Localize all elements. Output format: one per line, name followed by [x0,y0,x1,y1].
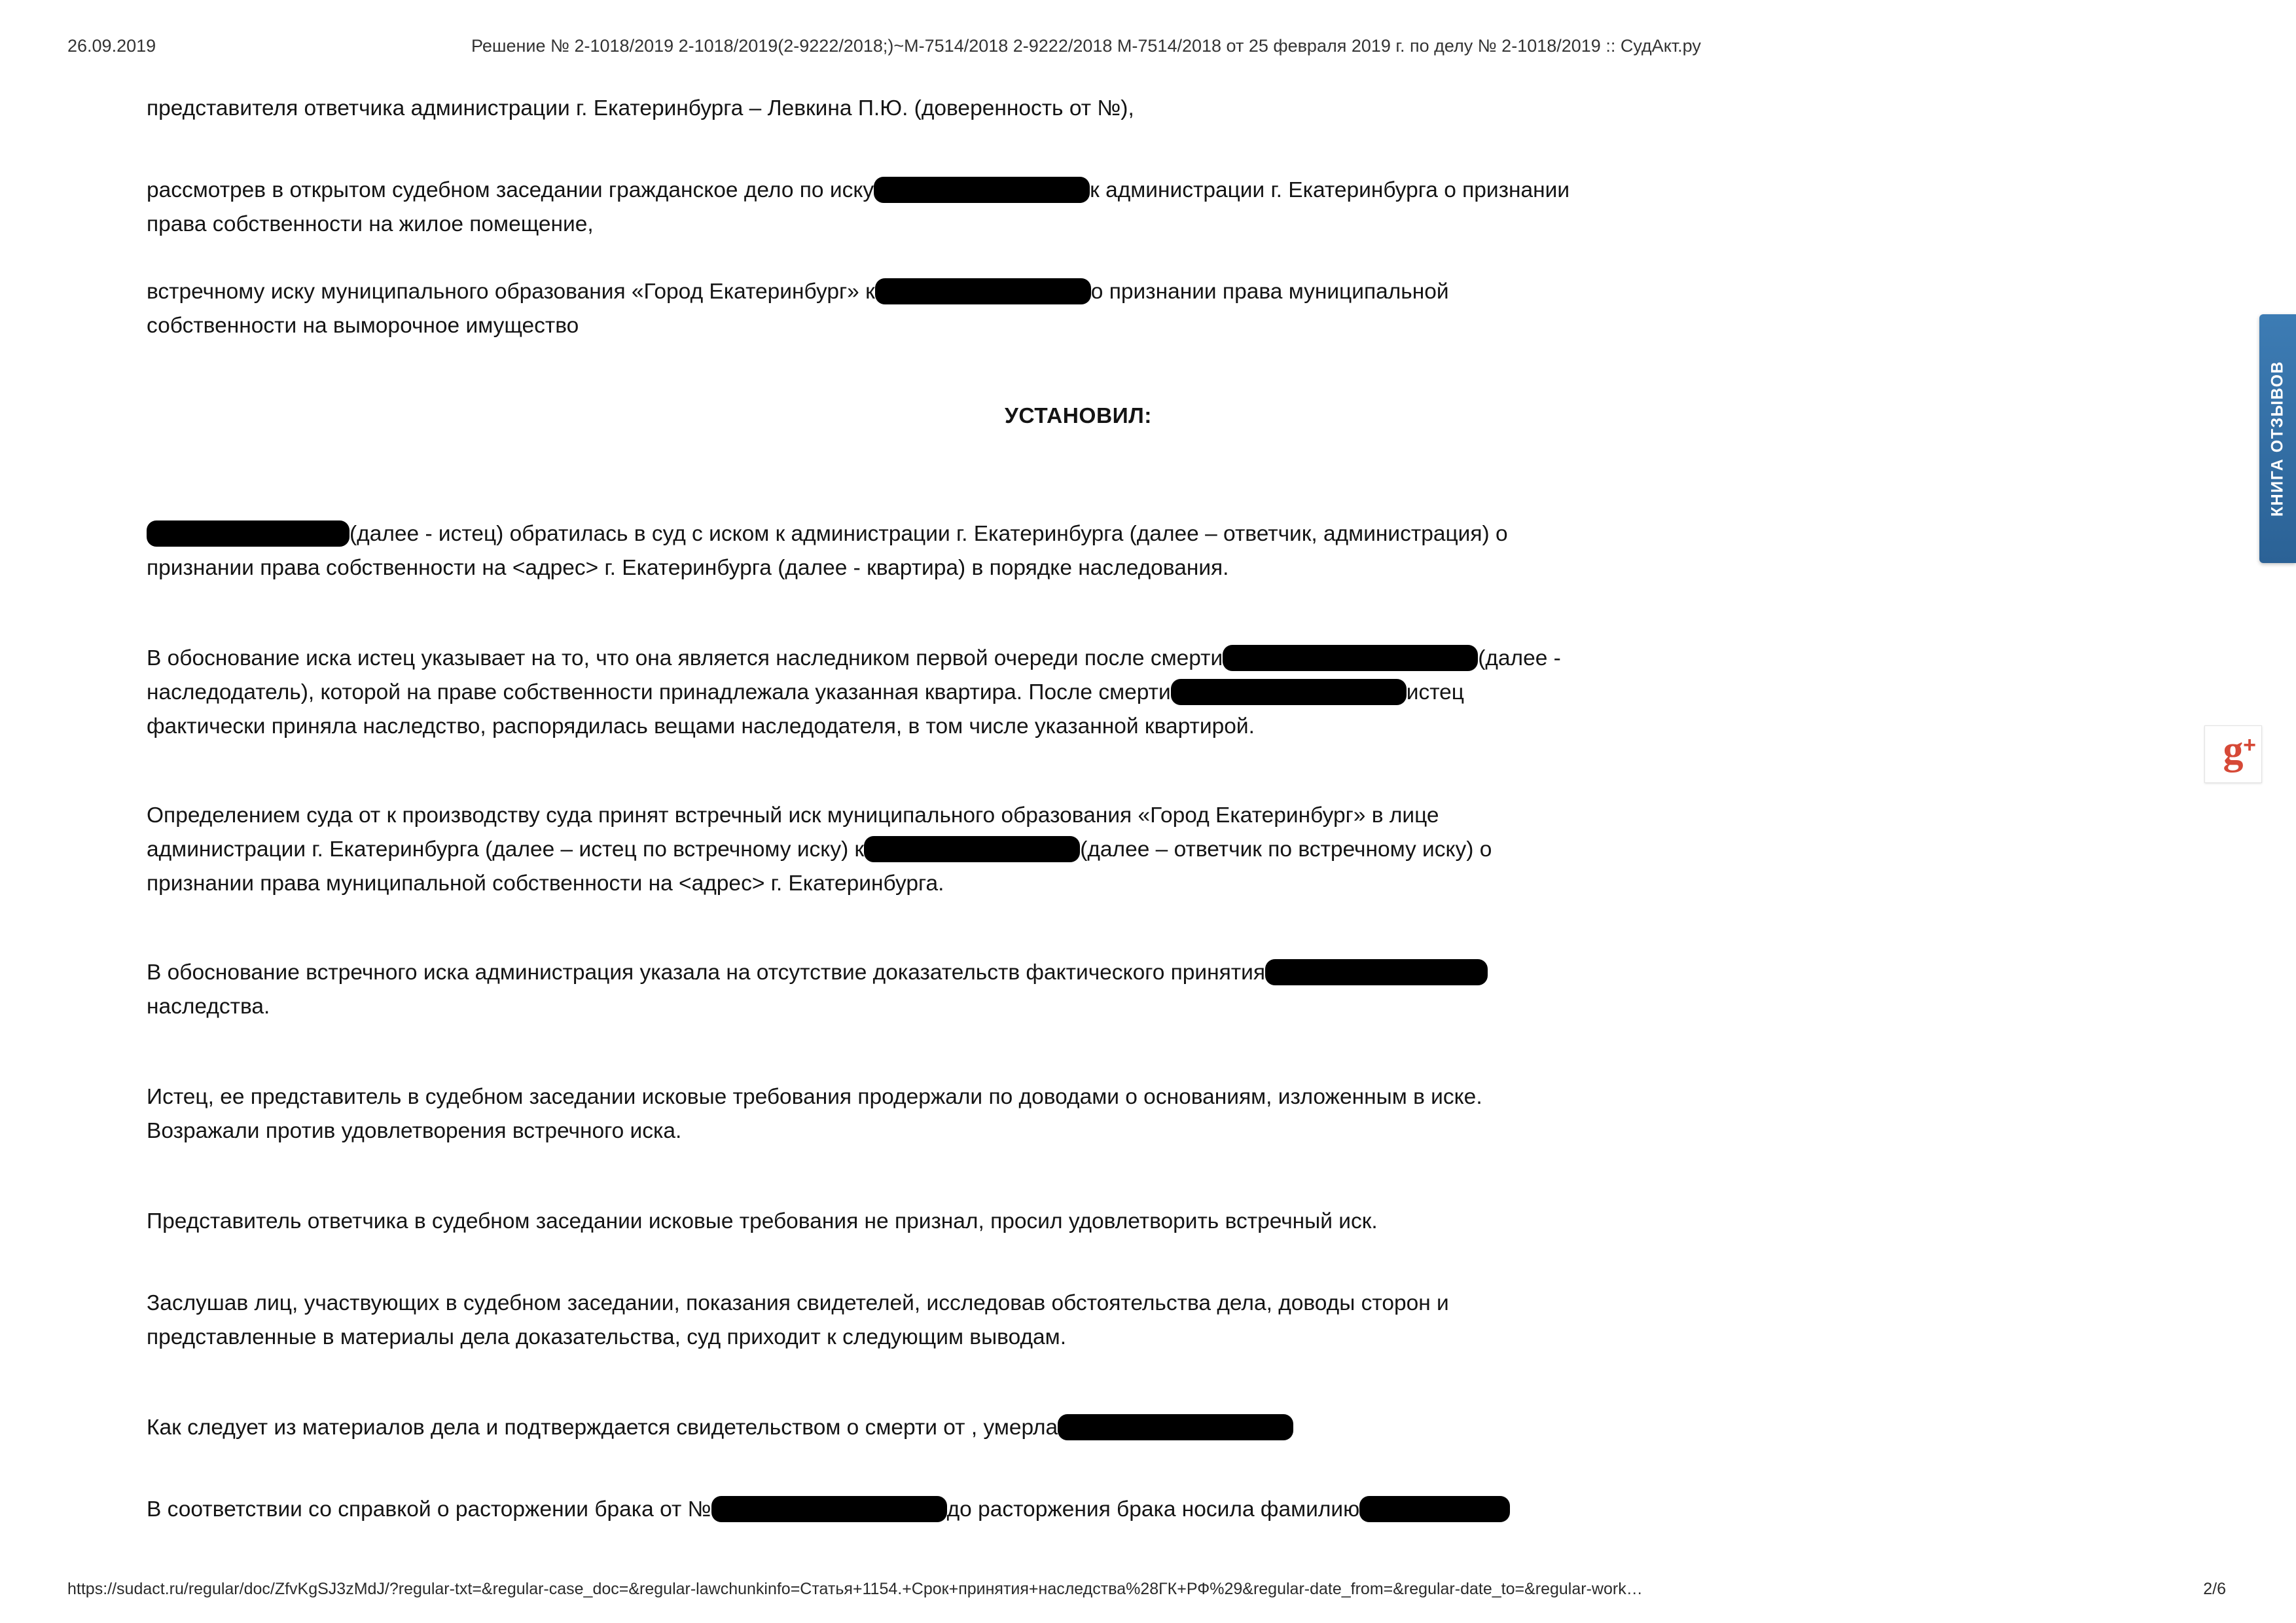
paragraph-1-line-1: представителя ответчика администрации г. Екатеринбурга – Левкина П.Ю. (доверенность от №), [147,96,1134,120]
redaction-bar [147,520,350,547]
redaction-bar [1359,1496,1510,1522]
redaction-bar [864,836,1080,862]
header-date: 26.09.2019 [67,36,156,56]
redaction-bar [711,1496,947,1522]
redaction-bar [1058,1414,1293,1440]
paragraph-11-line-1: Как следует из материалов дела и подтверждается свидетельством о смерти от , умерла [147,1411,2149,1445]
paragraph-7 [147,956,2149,1024]
paragraph-3-line-2: собственности на выморочное имущество [147,314,579,338]
google-plus-icon: g [2223,728,2244,773]
paragraph-6 [147,799,2149,901]
google-plus-sign-icon: + [2243,733,2256,757]
paragraph-5-line-2: наследодатель), которой на праве собственности принадлежала указанная квартира. После смерти истец [147,680,1464,704]
paragraph-4-line-2: признании права собственности на <адрес> г. Екатеринбурга (далее - квартира) в порядке наследования. [147,556,1229,580]
paragraph-5 [147,642,2136,744]
redaction-bar [1171,679,1407,705]
paragraph-12-line-1: В соответствии со справкой о расторжении брака от № до расторжения брака носила фамилию [147,1493,2149,1527]
paragraph-6-line-3: признании права муниципальной собственности на <адрес> г. Екатеринбурга. [147,871,944,896]
paragraph-7-line-1: В обоснование встречного иска администрация указала на отсутствие доказательств фактического принятия [147,956,2149,990]
paragraph-8-line-2: Возражали против удовлетворения встречного иска. [147,1119,682,1143]
paragraph-3 [147,275,2123,343]
redaction-bar [1223,645,1478,671]
paragraph-6-line-1: Определением суда от к производству суда принят встречный иск муниципального образования «Город Екатеринбург» в лице [147,803,1439,828]
google-plus-share-button[interactable] [2204,725,2262,783]
reviews-book-tab[interactable] [2259,314,2296,563]
paragraph-2-line-1: рассмотрев в открытом судебном заседании гражданское дело по иску к администрации г. Екатеринбурга о признании [147,178,1570,202]
paragraph-12 [147,1493,2149,1527]
paragraph-10-line-1: Заслушав лиц, участвующих в судебном заседании, показания свидетелей, исследовав обстоятельства дела, доводы сторон и [147,1291,1449,1315]
reviews-book-label: КНИГА ОТЗЫВОВ [2268,360,2287,517]
redaction-bar [874,177,1090,203]
paragraph-3-line-1: встречному иску муниципального образования «Город Екатеринбург» к о признании права муниципальной [147,280,1449,304]
redaction-bar [1265,959,1488,985]
paragraph-4 [147,517,2130,585]
footer-source-url: https://sudact.ru/regular/doc/ZfvKgSJ3zMdJ/?regular-txt=&regular-case_doc=&regular-lawchunkinfo=Статья+1154.+Срок+принятия+наследства%28ГК+РФ%29&regular-date_from=&regular-date_to=&regular-work… [67,1580,1643,1598]
paragraph-7-line-2: наследства. [147,994,270,1019]
paragraph-9-line-1: Представитель ответчика в судебном заседании исковые требования не признал, просил удовлетворить встречный иск. [147,1209,1378,1233]
paragraph-5-line-1: В обоснование иска истец указывает на то, что она является наследником первой очереди после смерти (далее - [147,646,1561,670]
paragraph-8-line-1: Истец, ее представитель в судебном заседании исковые требования продержали по доводами о основаниям, изложенным в иске. [147,1085,1482,1109]
paragraph-8 [147,1080,2149,1148]
paragraph-10-line-2: представленные в материалы дела доказательства, суд приходит к следующим выводам. [147,1325,1067,1349]
paragraph-1 [147,92,2045,126]
page-header [0,36,2296,62]
footer-page-number: 2/6 [2203,1580,2226,1598]
paragraph-9 [147,1205,2149,1239]
redaction-bar [875,278,1091,304]
paragraph-11 [147,1411,2149,1445]
paragraph-5-line-3: фактически приняла наследство, распорядилась вещами наследодателя, в том числе указанной квартирой. [147,714,1255,739]
paragraph-6-line-2: администрации г. Екатеринбурга (далее – истец по встречному иску) к (далее – ответчик по встречному иску) о [147,837,1492,862]
section-heading: УСТАНОВИЛ: [1005,404,1152,428]
header-document-title: Решение № 2-1018/2019 2-1018/2019(2-9222/2018;)~М-7514/2018 2-9222/2018 М-7514/2018 от 25 февраля 2019 г. по делу № 2-1018/2019 :: СудАкт.ру [471,36,1701,56]
paragraph-4-line-1: (далее - истец) обратилась в суд с иском к администрации г. Екатеринбурга (далее – ответчик, администрация) о [147,517,2130,551]
page-footer [0,1580,2296,1605]
paragraph-2-line-2: права собственности на жилое помещение, [147,212,594,236]
paragraph-2 [147,173,2123,242]
paragraph-10 [147,1286,2149,1355]
